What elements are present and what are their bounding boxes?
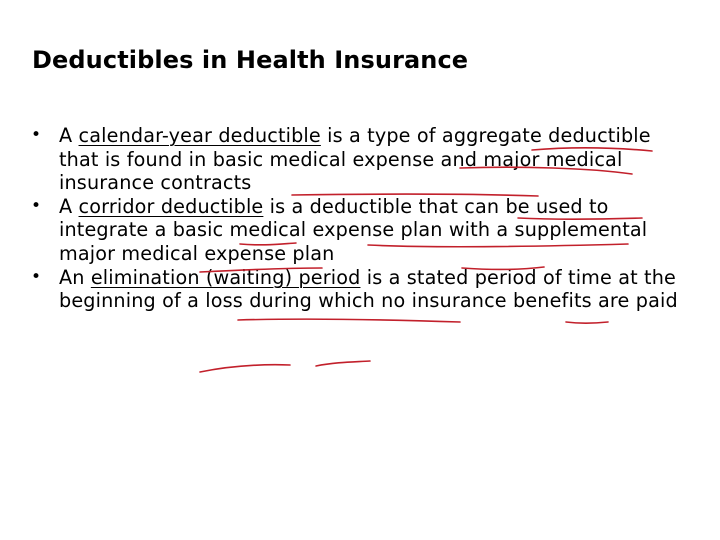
bullet-text-lead: A — [59, 124, 79, 147]
bullet-text-lead: An — [59, 265, 91, 289]
ink-underline — [566, 322, 608, 323]
bullet-text: is a type of aggregate deductible that is found in basic medical expense and major medical insurance contracts — [59, 124, 651, 195]
bullet-text: is a deductible that can be used to integrate a basic medical expense plan with a supplemental major medical expense plan — [59, 194, 648, 265]
ink-underline — [316, 361, 370, 366]
bullet-dot-icon: • — [31, 195, 42, 216]
bullet-dot-icon: • — [31, 266, 42, 287]
ink-underline — [238, 319, 460, 322]
bullet-text: is a stated period of time at the beginning of a loss during which no insurance benefits are paid — [59, 265, 678, 313]
bullet-text-lead: A — [59, 194, 79, 218]
bullet-item — [28, 124, 688, 195]
ink-underline — [200, 365, 290, 372]
bullet-item — [28, 266, 688, 313]
bullet-term: calendar-year deductible — [78, 124, 321, 147]
bullet-item — [28, 195, 688, 266]
bullet-dot-icon: • — [31, 125, 42, 145]
slide-title: Deductibles in Health Insurance — [32, 46, 469, 74]
bullet-list — [28, 124, 688, 313]
bullet-term: elimination (waiting) period — [90, 265, 361, 289]
bullet-term: corridor deductible — [78, 194, 264, 218]
